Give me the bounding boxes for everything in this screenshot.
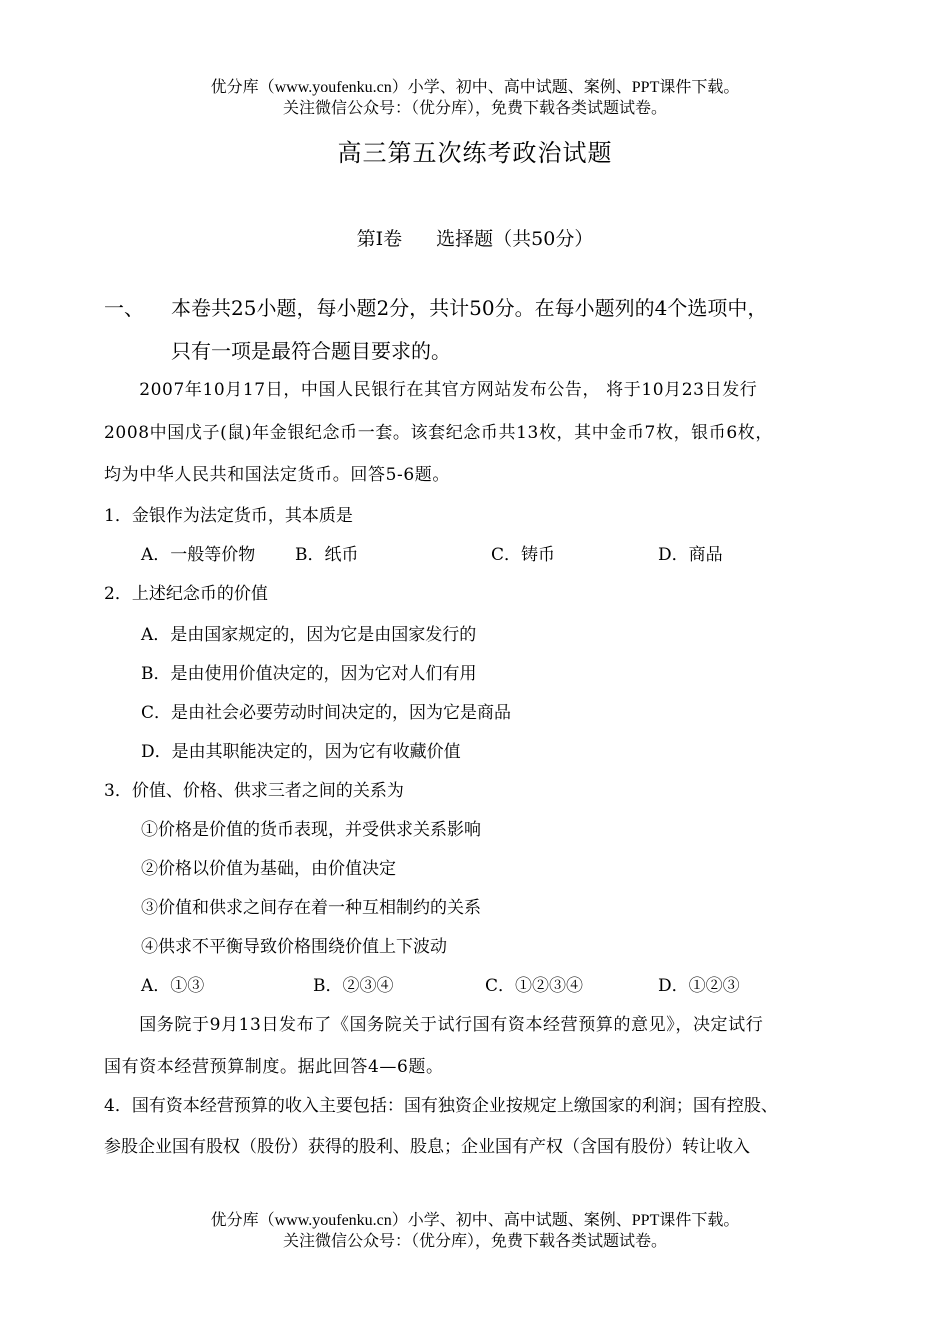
q3-statement-3: ③价值和供求之间存在着一种互相制约的关系: [141, 898, 481, 918]
q1-option-c: C．铸币: [491, 545, 556, 565]
q3-option-c: C．①②③④: [485, 976, 584, 996]
q3-statement-4: ④供求不平衡导致价格围绕价值上下波动: [141, 937, 447, 957]
section-name: 选择题（共50分）: [436, 228, 594, 250]
page-header: [0, 77, 950, 119]
footer-line-1: 优分库（www.youfenku.cn）小学、初中、高中试题、案例、PPT课件下载。: [210, 1212, 740, 1229]
passage2-line-2: 国有资本经营预算制度。据此回答4—6题。: [104, 1057, 444, 1077]
q4-stem-line-1: 4．国有资本经营预算的收入主要包括：国有独资企业按规定上缴国家的利润；国有控股、: [104, 1096, 778, 1116]
passage1-line-2: 2008中国戊子(鼠)年金银纪念币一套。该套纪念币共13枚，其中金币7枚，银币6枚，: [104, 423, 773, 443]
instruction-number: 一、: [104, 296, 144, 320]
q3-option-b: B．②③④: [313, 976, 394, 996]
q1-option-a: A．一般等价物: [141, 545, 256, 565]
page-footer: [0, 1210, 950, 1252]
footer-line-2: 关注微信公众号：（优分库），免费下载各类试题试卷。: [282, 1233, 667, 1250]
q3-stem: 3．价值、价格、供求三者之间的关系为: [104, 781, 404, 801]
instruction-text-1: 本卷共25小题，每小题2分，共计50分。在每小题列的4个选项中，: [171, 296, 768, 320]
instruction-text-2: 只有一项是最符合题目要求的。: [171, 339, 451, 363]
section-heading: [0, 226, 950, 252]
q2-option-d: D．是由其职能决定的，因为它有收藏价值: [141, 742, 461, 762]
passage2-line-1: 国务院于9月13日发布了《国务院关于试行国有资本经营预算的意见》，决定试行: [104, 1015, 764, 1035]
q2-option-a: A．是由国家规定的，因为它是由国家发行的: [141, 625, 477, 645]
passage1-line-3: 均为中华人民共和国法定货币。回答5-6题。: [104, 465, 450, 485]
q2-option-c: C．是由社会必要劳动时间决定的，因为它是商品: [141, 703, 512, 723]
q2-stem: 2．上述纪念币的价值: [104, 584, 268, 604]
exam-title: 高三第五次练考政治试题: [337, 139, 613, 167]
volume-label: 第Ⅰ卷: [356, 228, 403, 250]
q2-option-b: B．是由使用价值决定的，因为它对人们有用: [141, 664, 477, 684]
q1-stem: 1．金银作为法定货币，其本质是: [104, 506, 353, 526]
header-line-2: 关注微信公众号：（优分库），免费下载各类试题试卷。: [282, 100, 667, 117]
passage1-line-1: 2007年10月17日，中国人民银行在其官方网站发布公告， 将于10月23日发行: [104, 380, 758, 400]
q3-statement-2: ②价格以价值为基础，由价值决定: [141, 859, 396, 879]
header-line-1: 优分库（www.youfenku.cn）小学、初中、高中试题、案例、PPT课件下载。: [210, 79, 740, 96]
q1-option-d: D．商品: [658, 545, 723, 565]
q4-stem-line-2: 参股企业国有股权（股份）获得的股利、股息；企业国有产权（含国有股份）转让收入: [104, 1137, 750, 1157]
q3-option-d: D．①②③: [658, 976, 740, 996]
q3-statement-1: ①价格是价值的货币表现，并受供求关系影响: [141, 820, 481, 840]
q1-option-b: B．纸币: [295, 545, 359, 565]
q3-option-a: A．①③: [141, 976, 205, 996]
